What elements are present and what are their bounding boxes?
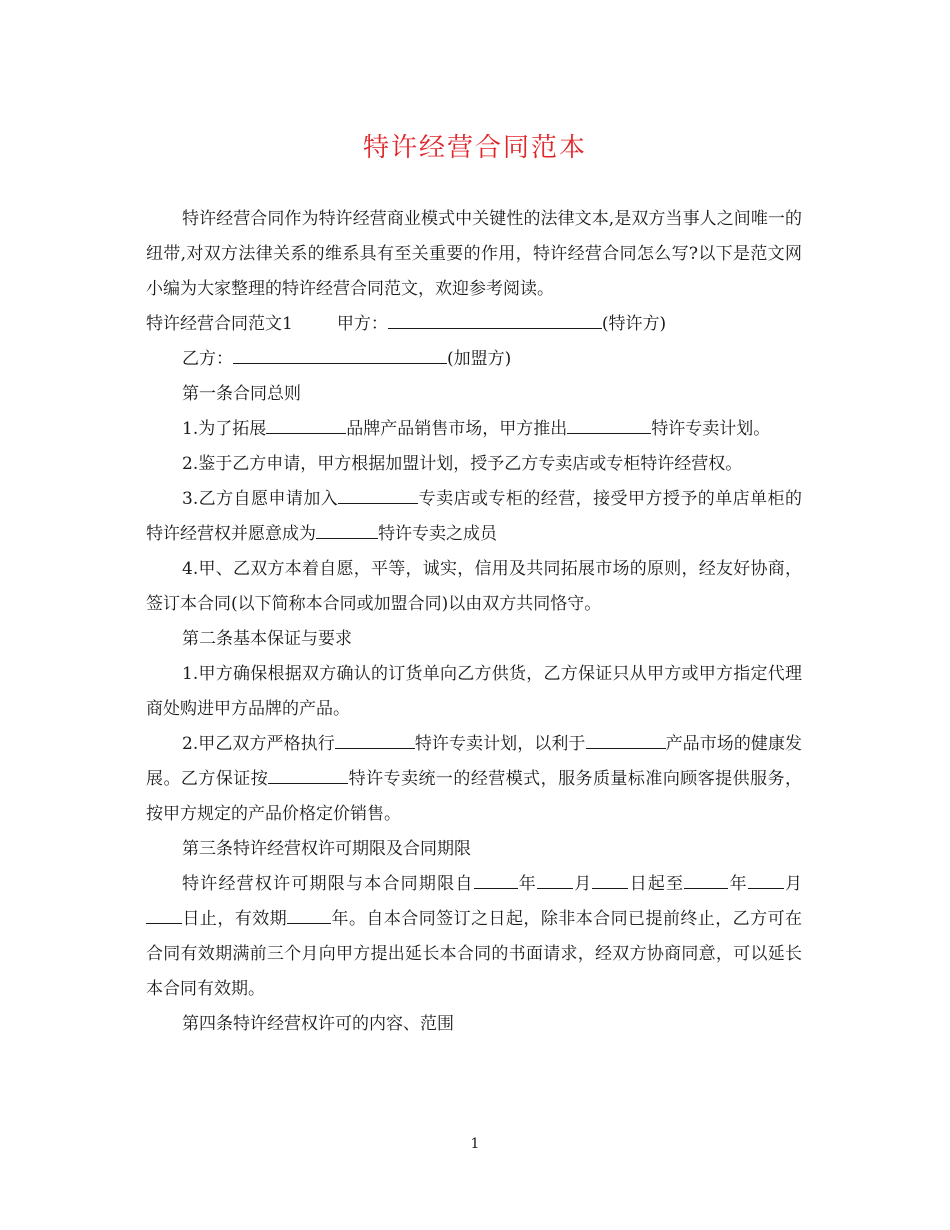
article-1-heading: 第一条合同总则 [182, 384, 301, 404]
article-1-clause-1: 1.为了拓展 品牌产品销售市场，甲方推出 特许专卖计划。 [182, 419, 771, 439]
end-year-blank [684, 872, 728, 889]
party-b-role: (加盟方) [447, 349, 512, 369]
start-day-blank [592, 872, 628, 889]
article-1-clause-4: 4.甲、乙双方本着自愿，平等，诚实，信用及共同拓展市场的原则，经友好协商，签订本合同(以下简称本合同或加盟合同)以由双方共同恪守。 [146, 559, 802, 614]
plan-name-blank [335, 732, 415, 749]
party-a-label: 甲方： [336, 314, 388, 334]
article-2-clause-2: 2.甲乙双方严格执行 特许专卖计划，以利于 产品市场的健康发展。乙方保证按 特许专卖统一的经营模式，服务质量标准向顾客提供服务，按甲方规定的产品价格定价销售。 [146, 734, 803, 824]
party-b-label: 乙方： [182, 349, 233, 369]
term-years-blank [287, 907, 331, 924]
sample-header-line [146, 307, 802, 342]
end-month-blank [748, 872, 784, 889]
product-blank [586, 732, 666, 749]
article-2-clause-1: 1.甲方确保根据双方确认的订货单向乙方供货，乙方保证只从甲方或甲方指定代理商处购进甲方品牌的产品。 [146, 664, 802, 719]
member-blank [316, 522, 378, 539]
party-b-line [146, 342, 802, 377]
article-1-clause-3: 3.乙方自愿申请加入 专卖店或专柜的经营，接受甲方授予的单店单柜的特许经营权并愿意成为 特许专卖之成员 [146, 489, 802, 544]
brand-blank [266, 417, 346, 434]
start-month-blank [537, 872, 573, 889]
end-day-blank [146, 907, 182, 924]
page-number: 1 [470, 1136, 480, 1152]
model-blank [268, 767, 348, 784]
store-blank [338, 487, 418, 504]
article-4-heading: 第四条特许经营权许可的内容、范围 [182, 1014, 454, 1034]
article-3-clause: 特许经营权许可期限与本合同期限自 年 月 日起至 年 月日止，有效期 年。自本合同签订之日起，除非本合同已提前终止，乙方可在合同有效期满前三个月向甲方提出延长本合同的书面请求，经双方协商同意，可以延长本合同有效期。 [146, 874, 803, 999]
plan-blank [567, 417, 651, 434]
article-1-clause-2: 2.鉴于乙方申请，甲方根据加盟计划，授予乙方专卖店或专柜特许经营权。 [182, 454, 743, 474]
article-3-heading: 第三条特许经营权许可期限及合同期限 [182, 839, 471, 859]
article-2-heading: 第二条基本保证与要求 [182, 629, 352, 649]
party-a-role: (特许方) [601, 314, 667, 334]
start-year-blank [474, 872, 518, 889]
party-b-blank [233, 347, 447, 364]
intro-paragraph: 特许经营合同作为特许经营商业模式中关键性的法律文本,是双方当事人之间唯一的纽带,对双方法律关系的维系具有至关重要的作用，特许经营合同怎么写?以下是范文网小编为大家整理的特许经营合同范文，欢迎参考阅读。 [146, 209, 802, 299]
sample-title: 特许经营合同范文1 [146, 314, 293, 334]
document-title: 特许经营合同范本 [362, 133, 587, 163]
document-body [146, 202, 802, 1042]
party-a-blank [388, 312, 602, 329]
